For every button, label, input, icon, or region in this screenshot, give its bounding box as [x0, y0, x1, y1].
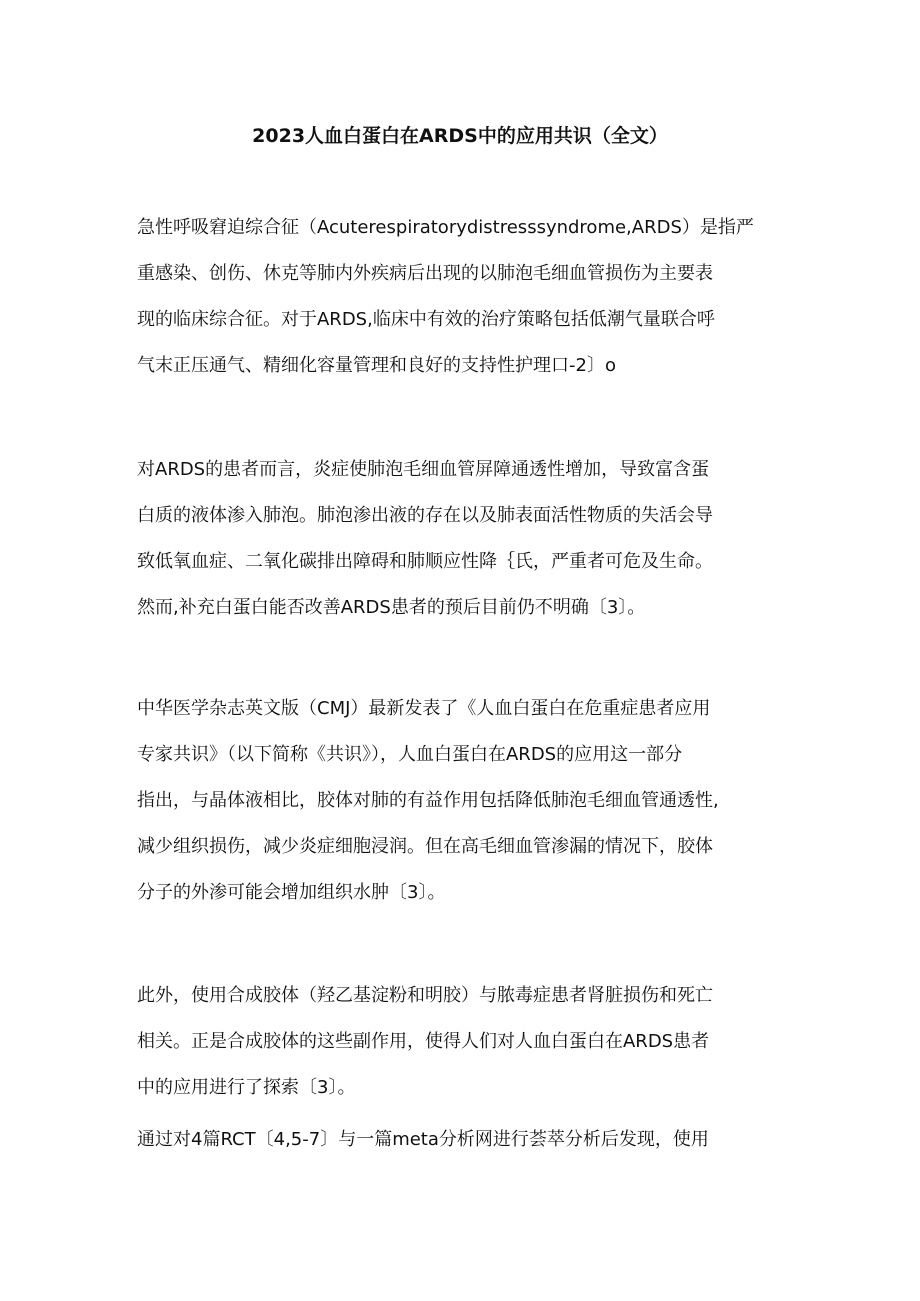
- text-line: 急性呼吸窘迫综合征（Acuterespiratorydistresssyndrome,ARDS）是指严: [137, 217, 754, 238]
- text-line: 致低氧血症、二氧化碳排出障碍和肺顺应性降｛氏，严重者可危及生命。: [137, 551, 713, 572]
- text-line: 对ARDS的患者而言，炎症使肺泡毛细血管屏障通透性增加，导致富含蛋: [137, 459, 710, 480]
- text-line: 相关。正是合成胶体的这些副作用，使得人们对人血白蛋白在ARDS患者: [137, 1031, 710, 1052]
- paragraph-meta-analysis: [137, 1117, 797, 1163]
- text-line: 然而,补充白蛋白能否改善ARDS患者的预后目前仍不明确〔3〕。: [137, 597, 646, 618]
- text-line: 此外，使用合成胶体（羟乙基淀粉和明胶）与脓毒症患者肾脏损伤和死亡: [137, 985, 713, 1006]
- text-line: 通过对4篇RCT〔4,5-7〕与一篇meta分析网进行荟萃分析后发现，使用: [137, 1129, 709, 1150]
- paragraph-cmj-consensus: [137, 686, 797, 916]
- document-title: 2023人血白蛋白在ARDS中的应用共识（全文）: [252, 125, 668, 147]
- text-line: 现的临床综合征。对于ARDS,临床中有效的治疗策略包括低潮气量联合呼: [137, 309, 715, 330]
- text-line: 气末正压通气、精细化容量管理和良好的支持性护理口-2〕o: [137, 355, 616, 376]
- paragraph-synthetic-colloids: [137, 973, 797, 1111]
- text-line: 中的应用进行了探索〔3〕。: [137, 1077, 356, 1098]
- text-line: 白质的液体渗入肺泡。肺泡渗出液的存在以及肺表面活性物质的失活会导: [137, 505, 713, 526]
- paragraph-ards-pathology: [137, 447, 797, 631]
- text-line: 中华医学杂志英文版（CMJ）最新发表了《人血白蛋白在危重症患者应用: [137, 698, 711, 719]
- text-line: 减少组织损伤，减少炎症细胞浸润。但在高毛细血管渗漏的情况下，胶体: [137, 836, 713, 857]
- text-line: 指出，与晶体液相比，胶体对肺的有益作用包括降低肺泡毛细血管通透性,: [137, 790, 719, 811]
- text-line: 专家共识》（以下简称《共识》），人血白蛋白在ARDS的应用这一部分: [137, 744, 683, 765]
- text-line: 分子的外渗可能会增加组织水肿〔3〕。: [137, 882, 446, 903]
- paragraph-ards-definition: [137, 205, 797, 389]
- text-line: 重感染、创伤、休克等肺内外疾病后出现的以肺泡毛细血管损伤为主要表: [137, 263, 713, 284]
